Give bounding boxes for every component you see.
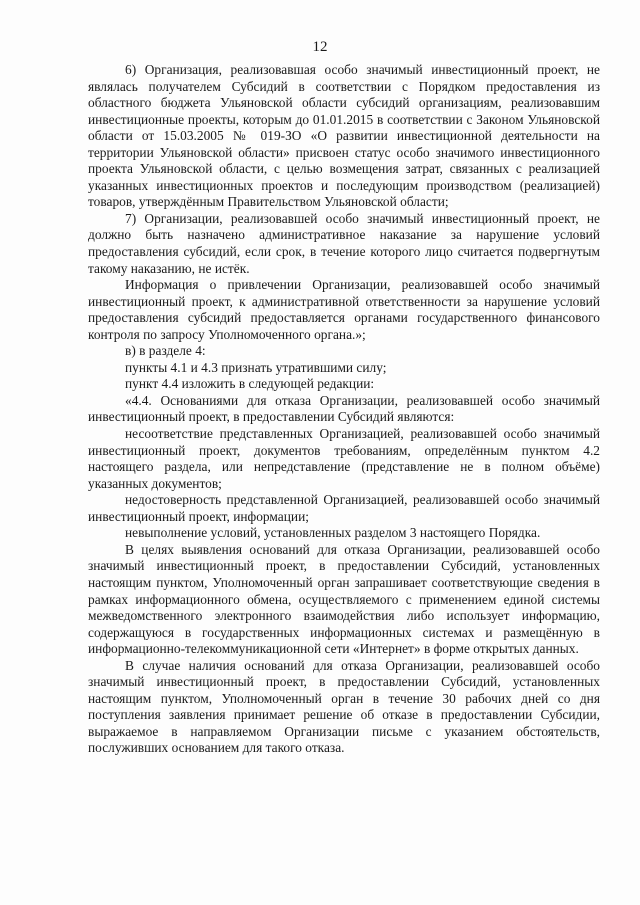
- paragraph: «4.4. Основаниями для отказа Организации, реализовавшей особо значимый инвестиционный проект, в предоставлении Субсидий являются:: [88, 392, 600, 425]
- paragraph: невыполнение условий, установленных разделом 3 настоящего Порядка.: [125, 525, 541, 541]
- paragraph: пункт 4.4 изложить в следующей редакции:: [125, 376, 375, 392]
- paragraph: В целях выявления оснований для отказа Организации, реализовавшей особо значимый инвестиционный проект, в предоставлении Субсидий, установленных настоящим пунктом, Уполномоченный орган запрашивает соответствующие сведения в рамках информационного обмена, осуществляемого с применением единой системы межведомственного электронного взаимодействия либо использует информацию, содержащуюся в государственных информационных системах и размещённую в информационно-телекоммуникационной сети «Интернет» в форме открытых данных.: [88, 541, 600, 657]
- paragraph: Информация о привлечении Организации, реализовавшей особо значимый инвестиционный проект, к административной ответственности за нарушение условий предоставления субсидий предоставляется органами государственного финансового контроля по запросу Уполномоченного органа.»;: [88, 277, 600, 342]
- paragraph: недостоверность представленной Организацией, реализовавшей особо значимый инвестиционный проект, информации;: [88, 492, 600, 524]
- paragraph: 6) Организация, реализовавшая особо значимый инвестиционный проект, не являлась получателем Субсидий в соответствии с Порядком предоставления из областного бюджета Ульяновской области субсидий организациям, реализовавшим инвестиционные проекты, которым до 01.01.2015 в соответствии с Законом Ульяновской области от 15.03.2005 № 019-ЗО «О развитии инвестиционной деятельности на территории Ульяновской области» присвоен статус особо значимого инвестиционного проекта Ульяновской области, с целью возмещения затрат, связанных с реализацией указанных инвестиционных проектов и последующим производством (реализацией) товаров, утверждённым Правительством Ульяновской области;: [88, 62, 600, 210]
- document-body: [88, 62, 600, 757]
- paragraph: 7) Организации, реализовавшей особо значимый инвестиционный проект, не должно быть назначено административное наказание за нарушение условий предоставления субсидий, если срок, в течение которого лицо считается подвергнутым такому наказанию, не истёк.: [88, 210, 600, 276]
- paragraph: в) в разделе 4:: [125, 343, 206, 359]
- paragraph: В случае наличия оснований для отказа Организации, реализовавшей особо значимый инвестиционный проект, в предоставлении Субсидий, установленных настоящим пунктом, Уполномоченный орган в течение 30 рабочих дней со дня поступления заявления принимает решение об отказе в предоставлении Субсидии, выражаемое в направляемом Организации письме с указанием обстоятельств, послуживших основанием для такого отказа.: [88, 657, 600, 756]
- paragraph: несоответствие представленных Организацией, реализовавшей особо значимый инвестиционный проект, документов требованиям, определённым пунктом 4.2 настоящего раздела, или непредставление (представление не в полном объёме) указанных документов;: [88, 426, 600, 491]
- page-number: 12: [312, 39, 328, 55]
- paragraph: пункты 4.1 и 4.3 признать утратившими силу;: [125, 359, 387, 375]
